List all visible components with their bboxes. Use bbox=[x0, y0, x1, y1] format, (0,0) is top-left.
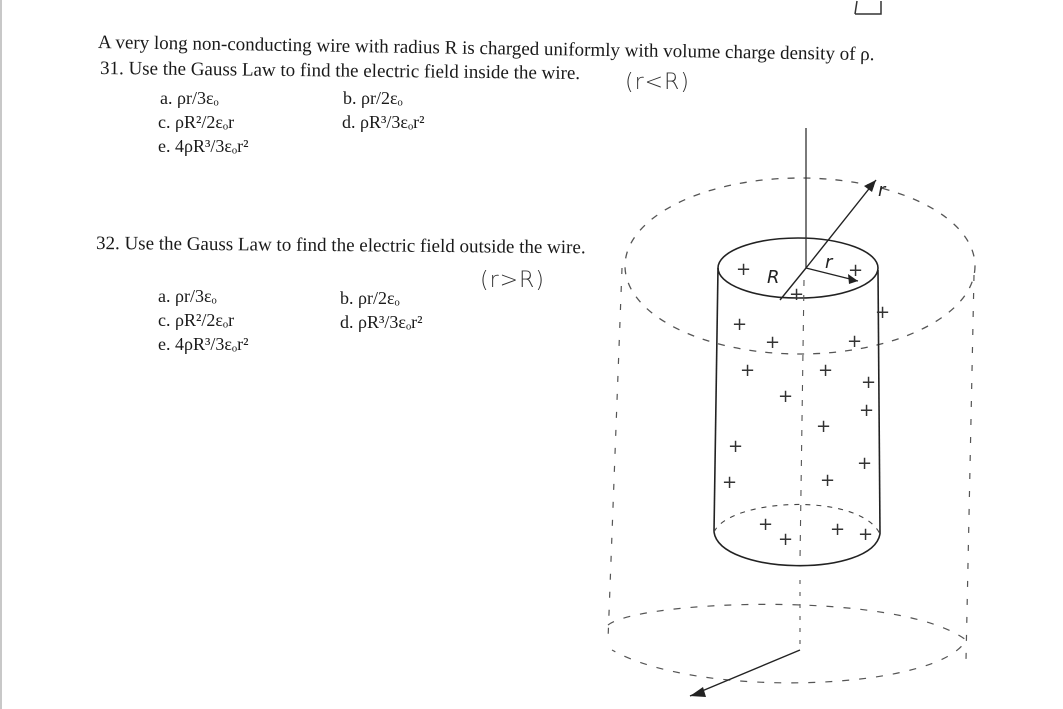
q32-option-c: c. ρR²/2εₒr bbox=[158, 310, 235, 330]
q31-option-e: e. 4ρR³/3εₒr² bbox=[158, 136, 249, 156]
charge-sign: + bbox=[740, 360, 756, 381]
gaussian-surface-right-side bbox=[966, 275, 974, 660]
charge-sign: + bbox=[728, 436, 744, 457]
radius-r-outer-arrow bbox=[806, 180, 876, 268]
q31-option-c: c. ρR²/2εₒr bbox=[158, 112, 235, 132]
q32-option-a: a. ρr/3εₒ bbox=[158, 286, 217, 306]
charge-sign: + bbox=[816, 416, 832, 437]
problem-intro: A very long non-conducting wire with radius R is charged uniformly with volume charge density of ρ. bbox=[97, 32, 875, 66]
charge-sign: + bbox=[732, 314, 748, 335]
q31-option-d: d. ρR³/3εₒr² bbox=[342, 112, 425, 132]
q31-option-a: a. ρr/3εₒ bbox=[160, 88, 219, 108]
corner-mark bbox=[855, 1, 881, 14]
charge-sign: + bbox=[861, 372, 877, 393]
charge-sign: + bbox=[818, 360, 834, 381]
charge-sign: + bbox=[875, 302, 891, 323]
radius-R-label: R bbox=[767, 267, 780, 288]
charge-sign: + bbox=[789, 284, 805, 305]
charge-sign: + bbox=[778, 386, 794, 407]
question-32-prompt: 32. Use the Gauss Law to find the electric field outside the wire. bbox=[95, 233, 586, 259]
charge-sign: + bbox=[722, 472, 738, 493]
charge-sign: + bbox=[847, 331, 863, 352]
wire-axis-inner bbox=[800, 280, 804, 560]
question-32-note: (r>R) bbox=[480, 268, 545, 293]
charge-sign: + bbox=[859, 400, 875, 421]
gaussian-surface-bottom bbox=[608, 604, 966, 683]
question-31-note: (r<R) bbox=[625, 70, 690, 95]
charge-sign: + bbox=[736, 259, 752, 280]
charge-sign: + bbox=[830, 519, 846, 540]
q32-option-e: e. 4ρR³/3εₒr² bbox=[158, 334, 249, 354]
charge-sign: + bbox=[778, 529, 794, 550]
charge-sign: + bbox=[848, 260, 864, 281]
charge-sign: + bbox=[765, 332, 781, 353]
charge-sign: + bbox=[758, 514, 774, 535]
radius-r-outer-label: r bbox=[878, 180, 886, 201]
charge-sign: + bbox=[858, 524, 874, 545]
wire-left-side bbox=[714, 268, 718, 532]
charge-sign: + bbox=[857, 453, 873, 474]
bottom-radius-arrow bbox=[690, 650, 800, 696]
wire-bottom-front bbox=[714, 532, 880, 566]
wire-bottom-back bbox=[714, 504, 880, 534]
q31-option-b: b. ρr/2εₒ bbox=[343, 88, 403, 108]
question-31-prompt: 31. Use the Gauss Law to find the electric field inside the wire. bbox=[99, 58, 581, 85]
gaussian-surface-left-side bbox=[608, 268, 622, 640]
radius-r-inner-label: r bbox=[825, 252, 833, 273]
q32-option-d: d. ρR³/3εₒr² bbox=[340, 312, 423, 332]
gaussian-surface-top bbox=[625, 178, 975, 354]
q32-option-b: b. ρr/2εₒ bbox=[340, 288, 400, 308]
charge-symbols bbox=[722, 259, 890, 550]
charge-sign: + bbox=[820, 470, 836, 491]
